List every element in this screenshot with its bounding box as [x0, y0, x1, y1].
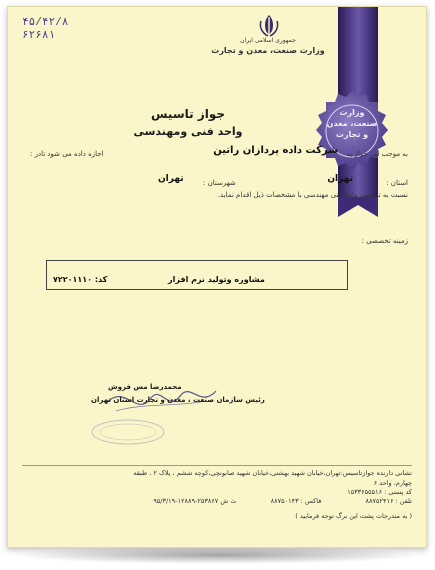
footer-registry: ث ش ۲۵۳۸۶۷-۱۲۸۸۹-۹۵/۳/۱۹ [153, 497, 237, 505]
footer-divider [22, 465, 412, 466]
signer-title: رئیس سازمان صنعت ، معدن و تجارت استان تهران [91, 396, 265, 404]
field-value: مشاوره وتولید نرم افزار [168, 275, 265, 284]
province-value: تهران [327, 174, 353, 184]
county-label: شهرستان : [203, 179, 236, 187]
footer-address: نشانی دارنده جوازتاسیس:تهران،خیابان شهید بهشتی،خیابان شهید صابونچی،کوچه ششم ، پلاک ۲ ، طبقه [133, 469, 412, 477]
government-name: جمهوری اسلامی ایران [240, 37, 296, 44]
serial-number [22, 17, 68, 43]
certificate-page [7, 6, 427, 548]
province-label: استان : [386, 179, 408, 187]
seal-text-line-1: وزارت [339, 108, 365, 117]
serial-bottom: ۶۲۶۸۱ [22, 30, 56, 42]
ministry-name: وزارت صنعت، معدن و تجارت [211, 46, 325, 55]
grant-prefix: به موجب این جواز به [346, 150, 408, 158]
seal-text [313, 107, 391, 140]
certificate-title: جواز تاسیس [150, 107, 226, 121]
company-name: شرکت داده پردازان راتین [213, 145, 338, 156]
seal-text-line-2: صنعت، معدن [326, 119, 378, 128]
seal-text-line-3: و تجارت [335, 130, 369, 139]
faded-stamp [88, 417, 168, 447]
footer-postal: کد پستی : ۱۵۳۳۶۵۵۵۱۶ [347, 488, 412, 496]
paper-shadow [10, 546, 425, 564]
footer-contacts [22, 488, 412, 496]
footer-attention: ( به مندرجات پشت این برگ توجه فرمایید ) [295, 512, 412, 520]
county-value: تهران [158, 174, 184, 184]
activity-code: کد: ۷۲۲۰۱۱۱۰ [53, 275, 108, 284]
signer-name: محمدرضا مس فروش [108, 383, 182, 391]
field-label: زمینه تخصصی : [361, 237, 408, 245]
footer-address-cont: چهارم، واحد ۶ [373, 479, 412, 487]
footer-fax: فاکس : ۸۸۷۵۰۱۴۳ [270, 497, 322, 505]
serial-top: ۴۵/۴۲/۸ [22, 17, 69, 29]
footer-phones [22, 497, 412, 505]
iran-emblem-icon [256, 13, 282, 39]
grant-suffix: اجازه داده می شود تادر : [30, 150, 104, 158]
certificate-subtitle: واحد فنی ومهندسی [133, 125, 243, 138]
note-text: نسبت به تاسیس واحد فنی مهندسی با مشخصات ذیل اقدام نماید. [217, 191, 408, 199]
footer-phone: تلفن : ۸۸۷۵۲۴۱۶ [365, 497, 412, 505]
